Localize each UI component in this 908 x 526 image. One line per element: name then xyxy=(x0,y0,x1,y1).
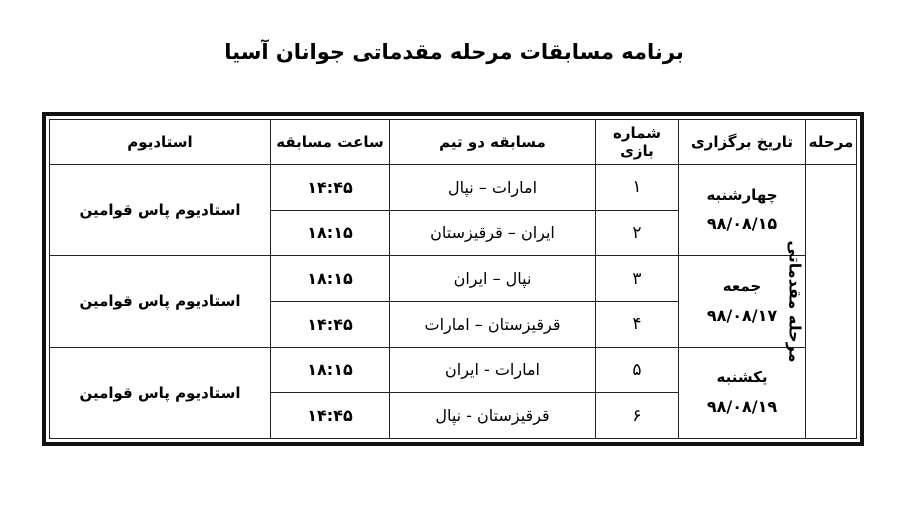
page-title: برنامه مسابقات مرحله مقدماتی جوانان آسیا xyxy=(224,40,684,64)
match-time: ۱۴:۴۵ xyxy=(271,393,390,439)
match-number: ۵ xyxy=(596,347,679,393)
header-row xyxy=(50,120,857,165)
header-teams: مسابقه دو تیم xyxy=(390,120,596,165)
match-time: ۱۸:۱۵ xyxy=(271,347,390,393)
match-teams: نپال – ایران xyxy=(390,256,596,302)
match-teams: قرقیزستان – امارات xyxy=(390,301,596,347)
match-number: ۶ xyxy=(596,393,679,439)
match-number: ۱ xyxy=(596,165,679,211)
match-number: ۲ xyxy=(596,210,679,256)
schedule-table-frame xyxy=(42,112,864,446)
header-stage: مرحله xyxy=(806,120,857,165)
header-stadium: استادیوم xyxy=(50,120,271,165)
stadium-cell: استادیوم پاس قوامین xyxy=(50,165,271,256)
match-time: ۱۴:۴۵ xyxy=(271,165,390,211)
stage-label: مرحله مقدماتی xyxy=(785,240,805,363)
match-teams: قرقیزستان - نپال xyxy=(390,393,596,439)
day-name: جمعه xyxy=(722,277,762,296)
day-name: یکشنبه xyxy=(716,368,768,387)
match-teams: امارات - ایران xyxy=(390,347,596,393)
stage-cell xyxy=(785,165,857,439)
date-value: ۹۸/۰۸/۱۹ xyxy=(706,396,778,416)
table-row xyxy=(50,256,857,302)
match-time: ۱۸:۱۵ xyxy=(271,210,390,256)
match-number: ۴ xyxy=(596,301,679,347)
stadium-cell: استادیوم پاس قوامین xyxy=(50,347,271,438)
header-match-number: شماره بازی xyxy=(596,120,679,165)
header-time: ساعت مسابقه xyxy=(271,120,390,165)
schedule-table xyxy=(49,119,857,439)
table-row xyxy=(50,165,857,211)
match-time: ۱۴:۴۵ xyxy=(271,301,390,347)
match-time: ۱۸:۱۵ xyxy=(271,256,390,302)
header-date: تاریخ برگزاری xyxy=(679,120,806,165)
date-value: ۹۸/۰۸/۱۷ xyxy=(706,305,778,325)
match-number: ۳ xyxy=(596,256,679,302)
day-name: چهارشنبه xyxy=(706,185,778,204)
stadium-cell: استادیوم پاس قوامین xyxy=(50,256,271,347)
match-teams: ایران – قرقیزستان xyxy=(390,210,596,256)
table-row xyxy=(50,347,857,393)
match-teams: امارات – نپال xyxy=(390,165,596,211)
date-value: ۹۸/۰۸/۱۵ xyxy=(706,214,778,234)
